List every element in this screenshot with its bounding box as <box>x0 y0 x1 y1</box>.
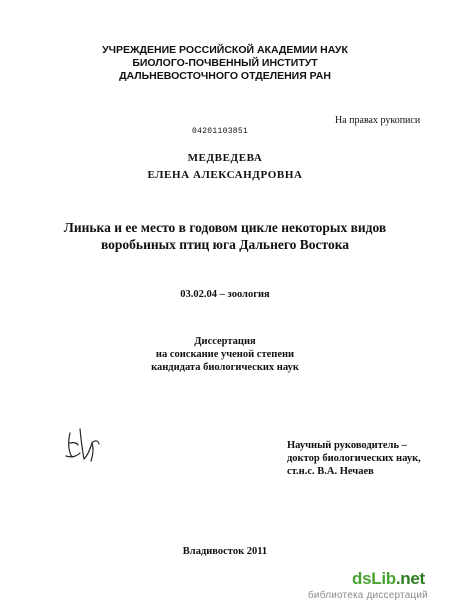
author-first-names: ЕЛЕНА АЛЕКСАНДРОВНА <box>147 169 303 181</box>
author-last-name: МЕДВЕДЕВА <box>187 152 263 164</box>
city-year: Владивосток 2011 <box>182 546 268 557</box>
title-line-1: Линька и ее место в годовом цикле некоторых видов <box>63 220 387 235</box>
degree-line-3: кандидата биологических наук <box>151 362 299 373</box>
advisor-line-1: Научный руководитель – <box>287 440 407 451</box>
scientific-advisor <box>287 439 421 478</box>
logo-tld-text: .net <box>395 569 425 588</box>
advisor-line-2: доктор биологических наук, <box>287 453 421 464</box>
institution-header <box>0 44 450 83</box>
title-line-2: воробьиных птиц юга Дальнего Востока <box>100 237 350 252</box>
specialty-code: 03.02.04 – зоология <box>180 289 270 300</box>
watermark-tagline: библиотека диссертаций <box>308 590 428 601</box>
catalog-code: 04201103851 <box>192 127 249 136</box>
institution-line-2: БИОЛОГО-ПОЧВЕННЫЙ ИНСТИТУТ <box>132 57 318 69</box>
rights-note: На правах рукописи <box>335 115 421 126</box>
dissertation-title <box>0 219 450 253</box>
logo-main-text: dsLib <box>352 569 396 588</box>
handwritten-signature <box>62 425 122 465</box>
dslib-logo <box>352 569 425 589</box>
degree-line-2: на соискание ученой степени <box>155 349 295 360</box>
advisor-line-3: ст.н.с. В.А. Нечаев <box>287 466 374 477</box>
institution-line-3: ДАЛЬНЕВОСТОЧНОГО ОТДЕЛЕНИЯ РАН <box>119 70 331 82</box>
institution-line-1: УЧРЕЖДЕНИЕ РОССИЙСКОЙ АКАДЕМИИ НАУК <box>102 44 348 56</box>
degree-statement <box>0 335 450 374</box>
degree-line-1: Диссертация <box>194 336 256 347</box>
